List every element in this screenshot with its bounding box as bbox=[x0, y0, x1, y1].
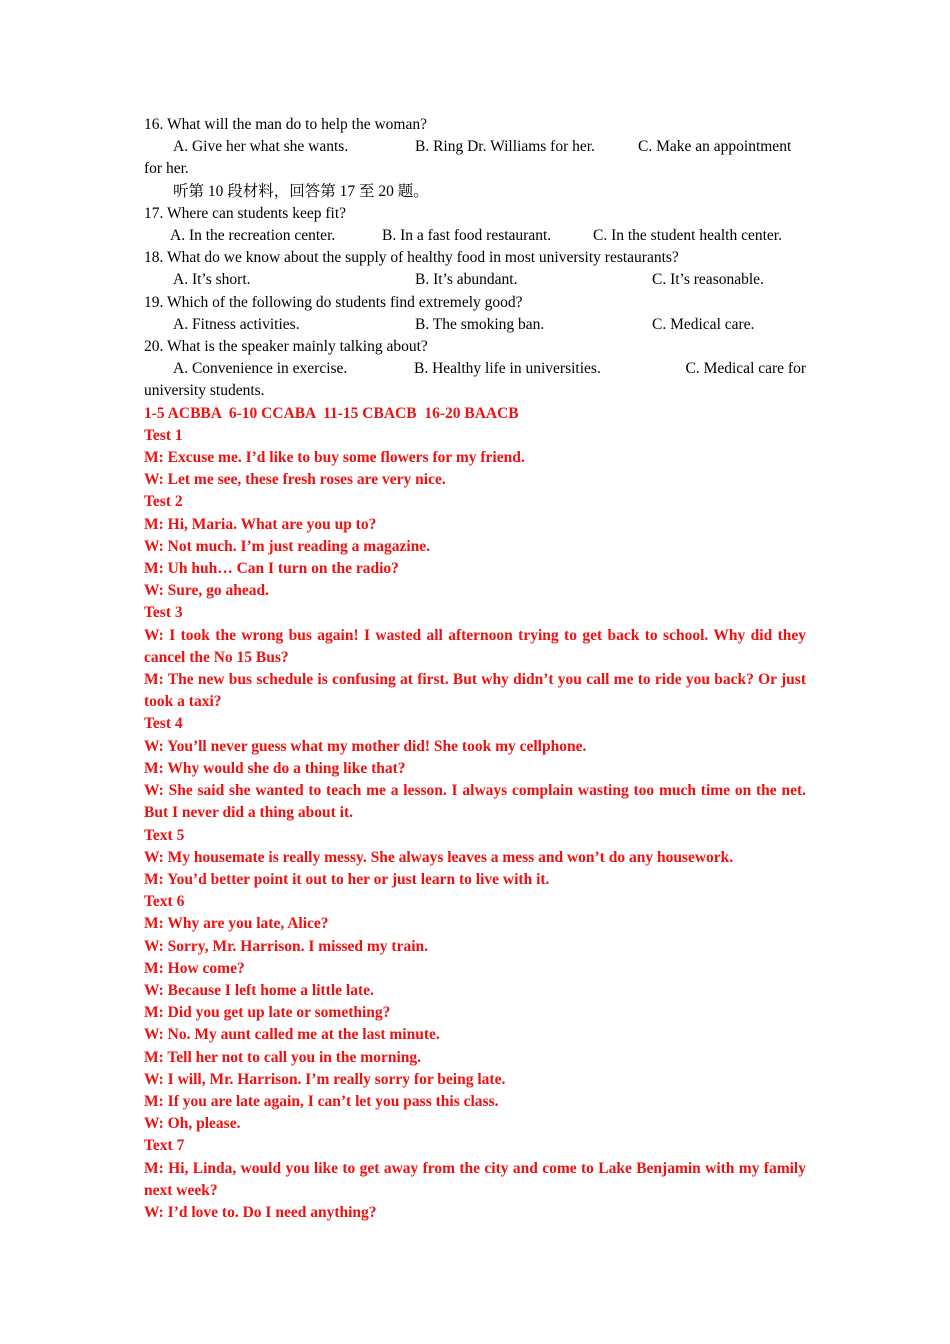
transcript-heading: Test 4 bbox=[144, 715, 183, 733]
question-16-option-b: B. Ring Dr. Williams for her. bbox=[415, 138, 595, 156]
question-16-option-c: C. Make an appointment bbox=[638, 138, 792, 156]
transcript-line: M: Uh huh… Can I turn on the radio? bbox=[144, 560, 399, 578]
transcript-line: W: I will, Mr. Harrison. I’m really sorry for being late. bbox=[144, 1070, 506, 1088]
transcript-line: W: No. My aunt called me at the last minute. bbox=[144, 1026, 440, 1044]
question-17-options bbox=[144, 225, 806, 247]
question-18-options bbox=[144, 269, 806, 291]
transcript-line: W: Sorry, Mr. Harrison. I missed my train. bbox=[144, 937, 429, 955]
transcript-line: W: I took the wrong bus again! I wasted all afternoon trying to get back to school. Why did they cancel the No 15 Bus? bbox=[144, 626, 806, 666]
transcript-line: M: The new bus schedule is confusing at first. But why didn’t you call me to ride you back? Or just took a taxi? bbox=[144, 671, 806, 711]
transcript-line: W: Sure, go ahead. bbox=[144, 582, 270, 600]
transcript-line: M: Did you get up late or something? bbox=[144, 1004, 391, 1022]
question-18: 18. What do we know about the supply of healthy food in most university restaurants? bbox=[144, 249, 679, 267]
transcript-heading: Text 5 bbox=[144, 826, 185, 844]
question-16-options bbox=[144, 136, 806, 158]
transcript-line: W: Because I left home a little late. bbox=[144, 981, 374, 999]
transcript-heading: Test 1 bbox=[144, 426, 183, 444]
question-19: 19. Which of the following do students find extremely good? bbox=[144, 293, 523, 311]
transcript-line: W: She said she wanted to teach me a lesson. I always complain wasting too much time on the net. But I never did a thing about it. bbox=[144, 782, 806, 822]
page-content bbox=[144, 114, 806, 1224]
question-18-option-c: C. It’s reasonable. bbox=[652, 271, 764, 289]
question-20-option-a: A. Convenience in exercise. bbox=[173, 360, 348, 378]
question-20-option-c-continued: university students. bbox=[144, 382, 265, 400]
question-19-option-c: C. Medical care. bbox=[652, 315, 755, 333]
transcript-line: M: If you are late again, I can’t let you pass this class. bbox=[144, 1092, 499, 1110]
transcript-line: W: I’d love to. Do I need anything? bbox=[144, 1203, 377, 1221]
transcript-line: M: Excuse me. I’d like to buy some flowers for my friend. bbox=[144, 449, 525, 467]
question-18-option-a: A. It’s short. bbox=[173, 271, 251, 289]
transcript-line: W: Oh, please. bbox=[144, 1115, 241, 1133]
transcript-heading: Text 7 bbox=[144, 1137, 185, 1155]
question-19-options bbox=[144, 314, 806, 336]
question-17-option-a: A. In the recreation center. bbox=[170, 227, 336, 245]
transcript-line: M: Tell her not to call you in the morning. bbox=[144, 1048, 422, 1066]
transcript-heading: Test 2 bbox=[144, 493, 183, 511]
question-16-option-c-continued: for her. bbox=[144, 160, 189, 178]
question-16-option-a: A. Give her what she wants. bbox=[173, 138, 349, 156]
question-20: 20. What is the speaker mainly talking about? bbox=[144, 338, 428, 356]
question-17-option-c: C. In the student health center. bbox=[593, 227, 782, 245]
question-19-option-a: A. Fitness activities. bbox=[173, 315, 300, 333]
transcript-line: M: Why would she do a thing like that? bbox=[144, 759, 406, 777]
transcript-line: M: Hi, Maria. What are you up to? bbox=[144, 515, 377, 533]
transcript-heading: Test 3 bbox=[144, 604, 183, 622]
transcript-line: W: My housemate is really messy. She always leaves a mess and won’t do any housework. bbox=[144, 848, 734, 866]
transcript bbox=[144, 425, 806, 1224]
transcript-line: M: How come? bbox=[144, 959, 245, 977]
question-17-option-b: B. In a fast food restaurant. bbox=[382, 227, 552, 245]
transcript-heading: Text 6 bbox=[144, 893, 185, 911]
question-19-option-b: B. The smoking ban. bbox=[415, 315, 545, 333]
transcript-line: W: Not much. I’m just reading a magazine. bbox=[144, 537, 431, 555]
transcript-line: M: Hi, Linda, would you like to get away from the city and come to Lake Benjamin with my family next week? bbox=[144, 1159, 806, 1199]
section-note: 听第 10 段材料，回答第 17 至 20 题。 bbox=[173, 182, 429, 200]
transcript-line: M: You’d better point it out to her or just learn to live with it. bbox=[144, 870, 550, 888]
question-16: 16. What will the man do to help the woman? bbox=[144, 116, 427, 133]
transcript-line: W: Let me see, these fresh roses are very nice. bbox=[144, 471, 446, 489]
question-17: 17. Where can students keep fit? bbox=[144, 204, 346, 222]
question-18-option-b: B. It’s abundant. bbox=[415, 271, 518, 289]
question-20-option-c: C. Medical care for bbox=[685, 360, 806, 378]
question-20-option-b: B. Healthy life in universities. bbox=[414, 360, 601, 378]
answer-key: 1-5 ACBBA 6-10 CCABA 11-15 CBACB 16-20 BAACB bbox=[144, 404, 519, 422]
transcript-line: W: You’ll never guess what my mother did! She took my cellphone. bbox=[144, 737, 587, 755]
transcript-line: M: Why are you late, Alice? bbox=[144, 915, 329, 933]
question-20-options bbox=[144, 358, 806, 380]
